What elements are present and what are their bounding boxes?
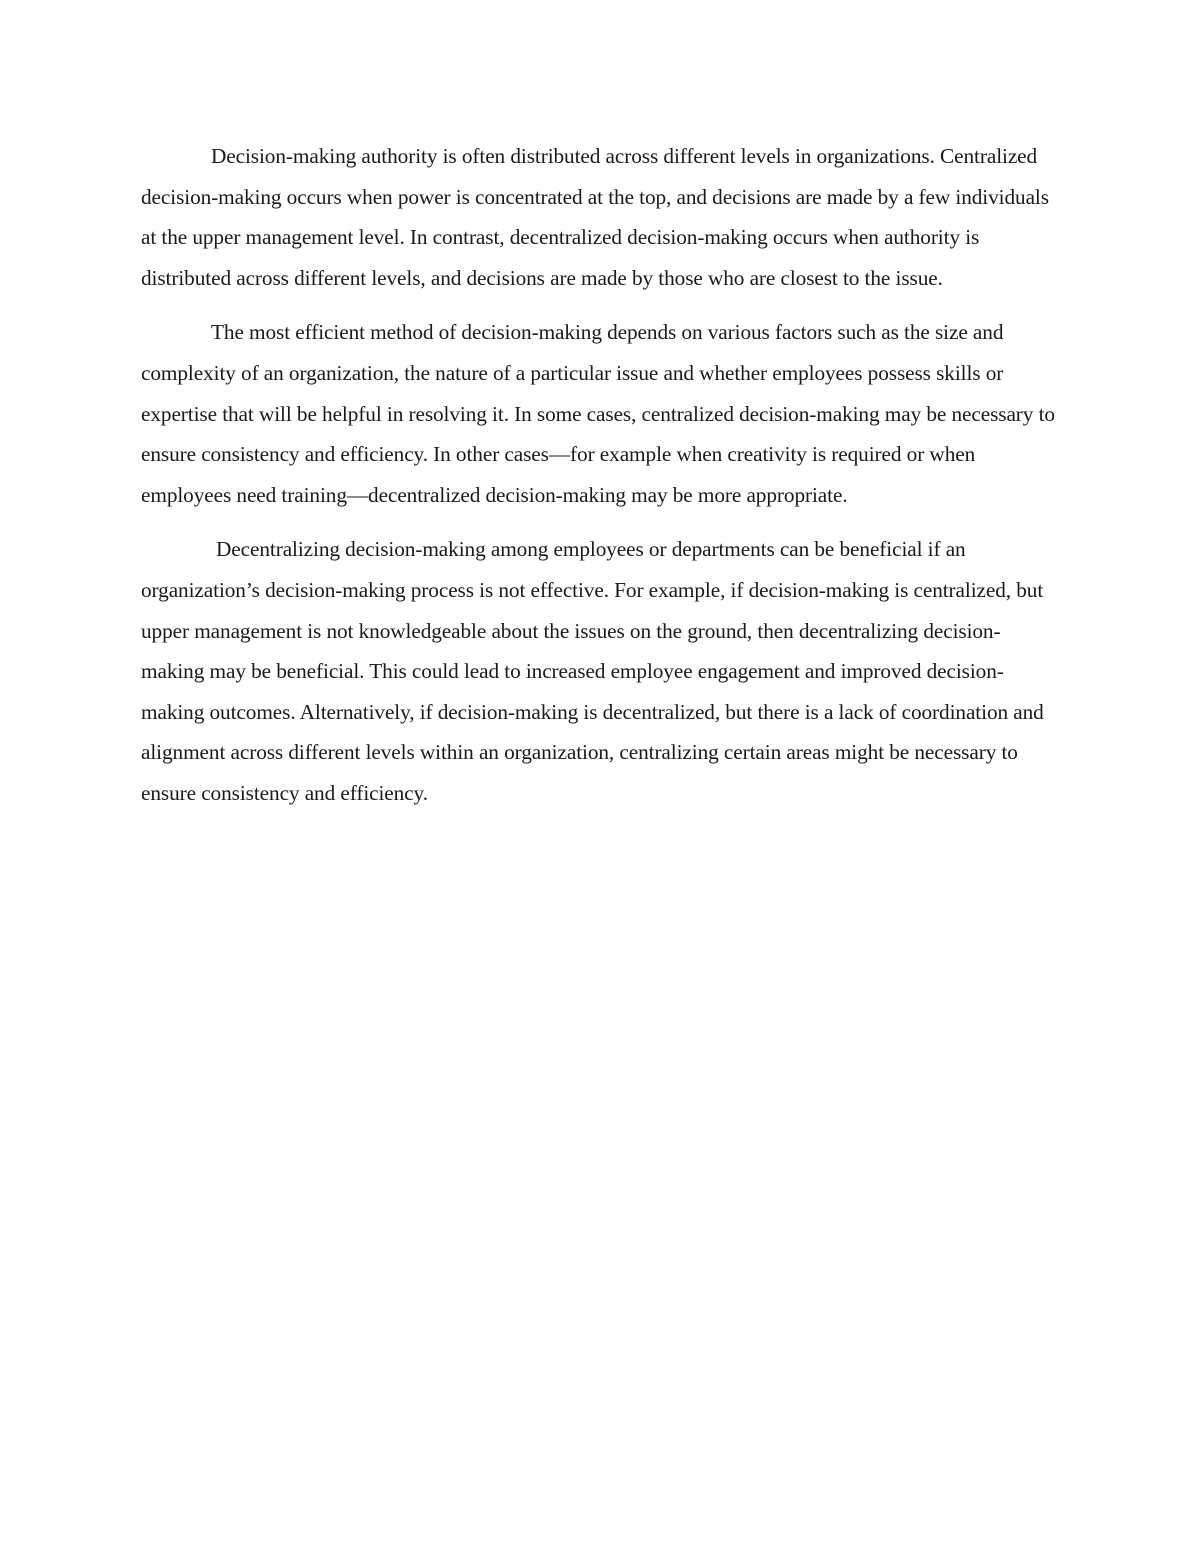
paragraph-efficient-method: The most efficient method of decision-making depends on various factors such as the size and complexity of an organization, the nature of a particular issue and whether employees possess skills or expertise that will be helpful in resolving it. In some cases, centralized decision-making may be necessary to ensure consistency and efficiency. In other cases—for example when creativity is required or when employees need training—decentralized decision-making may be more appropriate.	[141, 320, 1055, 507]
paragraph-centralization-definitions: Decision-making authority is often distributed across different levels in organizations. Centralized decision-making occurs when power is concentrated at the top, and decisions are made by a few individuals at the upper management level. In contrast, decentralized decision-making occurs when authority is distributed across different levels, and decisions are made by those who are closest to the issue.	[141, 144, 1049, 290]
paragraph-decentralizing-benefits: Decentralizing decision-making among employees or departments can be beneficial if an organization’s decision-making process is not effective. For example, if decision-making is centralized, but upper management is not knowledgeable about the issues on the ground, then decentralizing decision-making may be beneficial. This could lead to increased employee engagement and improved decision-making outcomes. Alternatively, if decision-making is decentralized, but there is a lack of coordination and alignment across different levels within an organization, centralizing certain areas might be necessary to ensure consistency and efficiency.	[141, 537, 1044, 805]
document-body	[141, 136, 1061, 828]
